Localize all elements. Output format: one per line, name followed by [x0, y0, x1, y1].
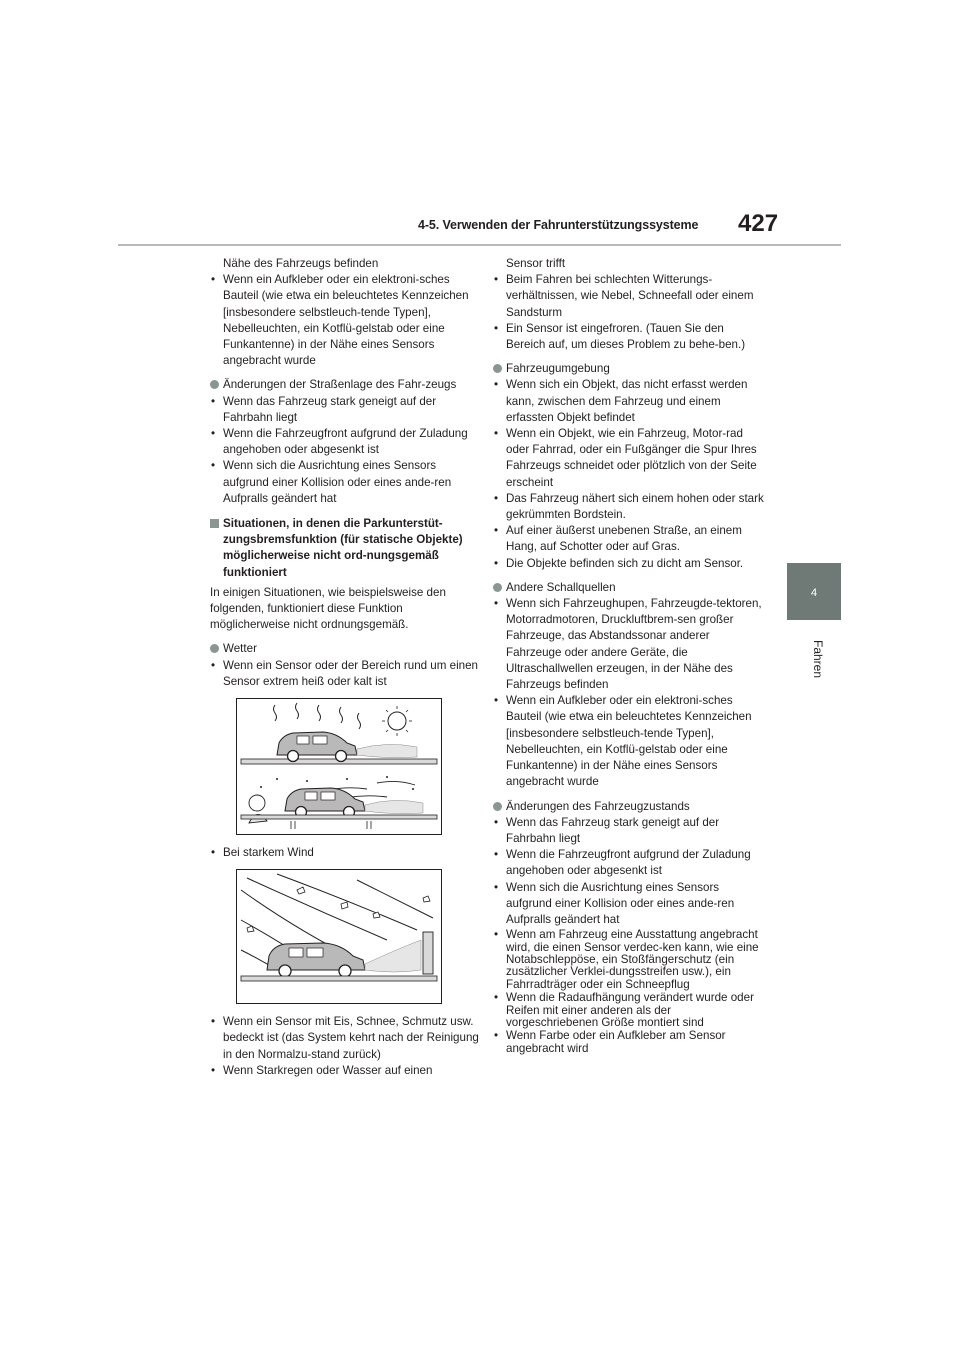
category-heading: Änderungen der Straßenlage des Fahr-zeugs	[210, 377, 482, 393]
category-heading: Änderungen des Fahrzeugzustands	[493, 799, 765, 815]
list-item: • Wenn sich ein Objekt, das nicht erfasst werden kann, zwischen dem Fahrzeug und einem erfassten Objekt befindet	[493, 377, 765, 426]
list-item: • Wenn die Fahrzeugfront aufgrund der Zuladung angehoben oder abgesenkt ist	[493, 847, 765, 879]
section-heading: Situationen, in denen die Parkunterstüt-zungsbremsfunktion (für statische Objekte) möglicherweise nicht ord-nungsgemäß funktioniert	[210, 516, 482, 581]
page-number: 427	[738, 210, 779, 237]
intro-paragraph: In einigen Situationen, wie beispielsweise den folgenden, funktioniert diese Funktion möglicherweise nicht ordnungsgemäß.	[210, 585, 446, 632]
left-column	[210, 256, 482, 1079]
list-item: • Wenn sich die Ausrichtung eines Sensors aufgrund einer Kollision oder eines ande-ren Aufpralls geändert hat	[210, 458, 482, 507]
weather-illustration	[236, 698, 442, 835]
list-item: • Wenn Farbe oder ein Aufkleber am Sensor angebracht wird	[493, 1030, 765, 1055]
continuation-text: Nähe des Fahrzeugs befinden	[223, 257, 379, 270]
list-item: • Wenn Starkregen oder Wasser auf einen	[210, 1063, 482, 1079]
strong-wind-car-illustration	[237, 870, 441, 1003]
list-item: • Wenn ein Aufkleber oder ein elektroni-sches Bauteil (wie etwa ein beleuchtetes Kennzeichen [insbesondere selbstleuch-tende Typen], Nebelleuchten, ein Kotflü-gelstab oder eine Funkantenne) in der Nähe eines Sensors angebracht wurde	[493, 693, 765, 790]
list-item: • Wenn die Radaufhängung verändert wurde oder Reifen mit einer anderen als der vorgeschriebenen Größe montiert sind	[493, 992, 765, 1029]
list-item: • Wenn ein Aufkleber oder ein elektroni-sches Bauteil (wie etwa ein beleuchtetes Kennzeichen [insbesondere selbstleuch-tende Typen], Nebelleuchten, ein Kotflü-gelstab oder eine Funkantenne) in der Nähe eines Sensors angebracht wurde	[210, 272, 482, 369]
list-item: • Wenn das Fahrzeug stark geneigt auf der Fahrbahn liegt	[493, 815, 765, 847]
list-item: • Wenn ein Sensor oder der Bereich rund um einen Sensor extrem heiß oder kalt ist	[210, 658, 482, 690]
list-item: • Auf einer äußerst unebenen Straße, an einem Hang, auf Schotter oder auf Gras.	[493, 523, 765, 555]
chapter-tab[interactable]	[787, 563, 841, 620]
header-rule	[118, 244, 841, 246]
hot-cold-car-illustration	[237, 699, 441, 834]
category-heading: Andere Schallquellen	[493, 580, 765, 596]
right-column	[493, 256, 765, 1055]
list-item: • Ein Sensor ist eingefroren. (Tauen Sie den Bereich auf, um dieses Problem zu behe-ben.)	[493, 321, 765, 353]
list-item: • Wenn sich Fahrzeughupen, Fahrzeugde-tektoren, Motorradmotoren, Druckluftbrem-sen großer Fahrzeuge, das Abstandssonar anderer Fahrzeuge oder andere Geräte, die Ultraschallwellen erzeugen, in der Nähe des Fahrzeugs befinden	[493, 596, 765, 693]
wind-illustration	[236, 869, 442, 1004]
list-item: • Wenn am Fahrzeug eine Ausstattung angebracht wird, die einen Sensor verdec-ken kann, wie eine Notabschleppöse, ein Stoßfängerschutz (ein zusätzlicher Verklei-dungsstreifen usw.), ein Fahrradträger oder ein Schneepflug	[493, 929, 765, 991]
section-title: 4-5. Verwenden der Fahrunterstützungssysteme	[418, 218, 699, 232]
chapter-label: Fahren	[811, 639, 825, 679]
list-item: • Bei starkem Wind	[210, 845, 482, 861]
list-item: • Wenn ein Objekt, wie ein Fahrzeug, Motor-rad oder Fahrrad, oder ein Fußgänger die Spur Ihres Fahrzeugs schneidet oder plötzlich von der Seite erscheint	[493, 426, 765, 491]
list-item: • Wenn sich die Ausrichtung eines Sensors aufgrund einer Kollision oder eines ande-ren Aufpralls geändert hat	[493, 880, 765, 929]
category-heading: Wetter	[210, 641, 482, 657]
list-item: • Wenn das Fahrzeug stark geneigt auf der Fahrbahn liegt	[210, 394, 482, 426]
chapter-number: 4	[810, 587, 818, 599]
list-item: • Die Objekte befinden sich zu dicht am Sensor.	[493, 556, 765, 572]
continuation-text: Sensor trifft	[506, 257, 566, 270]
chapter-label-container	[800, 632, 830, 692]
list-item: • Wenn ein Sensor mit Eis, Schnee, Schmutz usw. bedeckt ist (das System kehrt nach der Reinigung in den Normalzu-stand zurück)	[210, 1014, 482, 1063]
list-item: • Beim Fahren bei schlechten Witterungs-verhältnissen, wie Nebel, Schneefall oder einem Sandsturm	[493, 272, 765, 321]
category-heading: Fahrzeugumgebung	[493, 361, 765, 377]
list-item: • Wenn die Fahrzeugfront aufgrund der Zuladung angehoben oder abgesenkt ist	[210, 426, 482, 458]
list-item: • Das Fahrzeug nähert sich einem hohen oder stark gekrümmten Bordstein.	[493, 491, 765, 523]
